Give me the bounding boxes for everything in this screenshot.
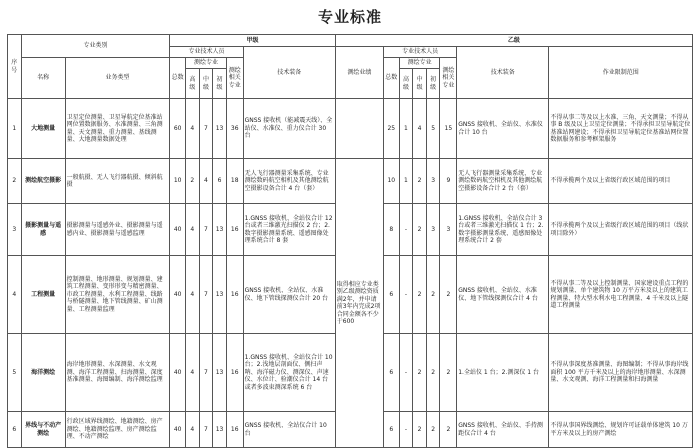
row-b-equip: 无人飞行器测量采集系统、专业测绘数码航空相机及其他测绘航空摄影设备合计 2 台（套）: [457, 159, 549, 204]
row-b-total: 6: [383, 334, 399, 412]
row-name: 界线与不动产测绘: [21, 412, 65, 448]
row-biz: 卫星定位测量、卫星导航定位基准站网位置数据服务、水准测量、三角测量、天文测量、重力测量、基线测量、大地测量数据处理: [65, 99, 170, 159]
row-name: 海洋测绘: [21, 334, 65, 412]
header-staff-b: 专业技术人员: [383, 47, 456, 58]
row-performance: [335, 99, 383, 159]
row-b-middle: 4: [413, 99, 427, 159]
row-name: 测绘航空摄影: [21, 159, 65, 204]
header-junior-b: 初级: [426, 69, 440, 99]
row-a-junior: 13: [213, 204, 227, 256]
header-survey-major-b: 测绘专业: [399, 58, 440, 69]
row-b-junior: 2: [426, 256, 440, 334]
row-b-junior: 2: [426, 334, 440, 412]
row-biz: 一般航摄、无人飞行器航摄、倾斜航摄: [65, 159, 170, 204]
row-b-equip: GNSS 接收机、全站仪、手持测距仪合计 4 台: [457, 412, 549, 448]
row-a-senior: 4: [186, 99, 200, 159]
header-seq: 序号: [8, 35, 22, 99]
row-b-junior: 2: [426, 412, 440, 448]
row-a-senior: 4: [186, 256, 200, 334]
row-limit: 不得从事二等及以上控制测量、国家建设重点工程的规划测量、单个建筑物 10 万平方米及以上的建筑工程测量、特大型水利水电工程测量、4 千米及以上隧道工程测量: [549, 256, 693, 334]
row-a-related: 16: [226, 256, 243, 334]
row-a-middle: 7: [199, 99, 213, 159]
row-b-related: 3: [440, 204, 457, 256]
row-b-senior: -: [399, 204, 413, 256]
row-biz: 行政区域界线测绘、地籍测绘、房产测绘、地籍测绘监理、房产测绘监理、不动产测绘: [65, 412, 170, 448]
header-total-b: 总数: [383, 58, 399, 99]
row-a-total: 10: [170, 159, 186, 204]
row-a-middle: 7: [199, 204, 213, 256]
row-b-junior: 5: [426, 99, 440, 159]
header-grade-b: 乙级: [335, 35, 692, 47]
row-a-equip: 无人飞行器测量采集系统、专业测绘数码航空相机及其他测绘航空摄影设备合计 4 台（套）: [243, 159, 335, 204]
row-a-equip: 1.GNSS 接收机、全站仪合计 10 台；2.浅地层剖面仪、侧扫声呐、海洋磁力仪、测深仪、声速仪、水位计、验潮仪合计 14 台或者多波束测深系统 6 台: [243, 334, 335, 412]
header-junior-a: 初级: [213, 69, 227, 99]
row-biz: 海岸地形测量、水深测量、水文观测、海洋工程测量、扫海测量、深度基准测量、海图编制、海洋测绘监理: [65, 334, 170, 412]
row-b-total: 8: [383, 204, 399, 256]
row-b-equip: GNSS 接收机、全站仪、水准仪、地下管线探测仪合计 4 台: [457, 256, 549, 334]
row-b-senior: 1: [399, 159, 413, 204]
row-seq: 6: [8, 412, 22, 448]
header-equipment-a: 技术装备: [243, 47, 335, 99]
row-a-total: 40: [170, 256, 186, 334]
row-a-junior: 13: [213, 334, 227, 412]
row-b-related: 2: [440, 334, 457, 412]
row-a-senior: 2: [186, 159, 200, 204]
row-a-junior: 13: [213, 99, 227, 159]
row-a-middle: 4: [199, 159, 213, 204]
row-biz: 摄影测量与遥感外业、摄影测量与遥感内业、摄影测量与遥感监理: [65, 204, 170, 256]
row-limit: 不得从事深度基准测量、海图编制；不得从事海岸线面积 100 平方千米及以上的海岸地形测量、水深测量、水文观测、海洋工程测量和扫海测量: [549, 334, 693, 412]
row-a-equip: GNSS 接收机（能减震天线）、全站仪、水准仪、重力仪合计 30 台: [243, 99, 335, 159]
row-a-senior: 4: [186, 412, 200, 448]
row-a-related: 18: [226, 159, 243, 204]
header-biz-type: 业务类型: [65, 58, 170, 99]
row-a-middle: 7: [199, 412, 213, 448]
row-a-related: 16: [226, 204, 243, 256]
header-staff-a: 专业技术人员: [170, 47, 243, 58]
header-senior-a: 高级: [186, 69, 200, 99]
row-a-junior: 6: [213, 159, 227, 204]
row-b-equip: 1.全站仪 1 台；2.测深仪 1 台: [457, 334, 549, 412]
row-name: 大地测量: [21, 99, 65, 159]
row-seq: 1: [8, 99, 22, 159]
row-b-senior: -: [399, 412, 413, 448]
performance-requirement: 取得相应专业类别乙级测绘资质满2年，并申请前3年内完成2项合同金额各不少于600: [335, 159, 383, 448]
row-a-senior: 4: [186, 204, 200, 256]
row-b-middle: 2: [413, 334, 427, 412]
row-b-related: 15: [440, 99, 457, 159]
row-b-middle: 2: [413, 256, 427, 334]
row-seq: 4: [8, 256, 22, 334]
header-performance: 测绘业绩: [335, 47, 383, 99]
page-title: 专业标准: [317, 8, 382, 26]
row-a-total: 40: [170, 334, 186, 412]
header-work-limit: 作业限制范围: [549, 47, 693, 99]
row-b-middle: 2: [413, 159, 427, 204]
header-grade-a: 甲级: [170, 35, 335, 47]
row-limit: 不得承揽两个及以上省级行政区域范围的项目: [549, 159, 693, 204]
header-survey-major-a: 测绘专业: [186, 58, 227, 69]
row-b-senior: -: [399, 334, 413, 412]
row-a-senior: 4: [186, 334, 200, 412]
row-a-equip: 1.GNSS 接收机、全站仪合计 12 台或者三维激光扫描仪 2 台；2.数字摄影测量系统、遥感图像处理系统合计 8 套: [243, 204, 335, 256]
header-equipment-b: 技术装备: [457, 47, 549, 99]
row-b-senior: -: [399, 256, 413, 334]
row-biz: 控制测量、地形测量、规划测量、建筑工程测量、变形形变与精密测量、市政工程测量、水利工程测量、线路与桥隧测量、地下管线测量、矿山测量、工程测量监理: [65, 256, 170, 334]
row-name: 工程测量: [21, 256, 65, 334]
table-row: [8, 159, 693, 204]
row-b-total: 6: [383, 256, 399, 334]
row-name: 摄影测量与遥感: [21, 204, 65, 256]
header-total-a: 总数: [170, 58, 186, 99]
table-row: [8, 99, 693, 159]
row-b-middle: 2: [413, 412, 427, 448]
row-a-related: 36: [226, 99, 243, 159]
row-a-total: 60: [170, 99, 186, 159]
row-b-related: 2: [440, 256, 457, 334]
row-a-junior: 13: [213, 412, 227, 448]
row-seq: 3: [8, 204, 22, 256]
row-b-middle: 2: [413, 204, 427, 256]
header-senior-b: 高级: [399, 69, 413, 99]
row-b-related: 2: [440, 412, 457, 448]
row-b-total: 6: [383, 412, 399, 448]
row-b-junior: 3: [426, 204, 440, 256]
row-a-total: 40: [170, 204, 186, 256]
standards-table: [7, 34, 693, 448]
row-b-total: 10: [383, 159, 399, 204]
header-related-a: 测绘相关专业: [226, 58, 243, 99]
row-limit: 不得从事国界线测绘、规划许可证载单体建筑 10 万平方米及以上的房产测绘: [549, 412, 693, 448]
row-b-senior: 1: [399, 99, 413, 159]
row-b-junior: 3: [426, 159, 440, 204]
row-a-middle: 7: [199, 256, 213, 334]
row-limit: 不得承揽两个及以上省级行政区域范围的项目（线状项目除外）: [549, 204, 693, 256]
row-seq: 2: [8, 159, 22, 204]
header-middle-b: 中级: [413, 69, 427, 99]
row-a-related: 16: [226, 334, 243, 412]
row-a-total: 40: [170, 412, 186, 448]
row-b-total: 25: [383, 99, 399, 159]
row-a-equip: GNSS 接收机、全站仪合计 10 台: [243, 412, 335, 448]
header-name: 名称: [21, 58, 65, 99]
row-b-related: 9: [440, 159, 457, 204]
row-b-equip: GNSS 接收机、全站仪、水准仪合计 10 台: [457, 99, 549, 159]
header-middle-a: 中级: [199, 69, 213, 99]
row-a-middle: 7: [199, 334, 213, 412]
header-category: 专业类别: [21, 35, 170, 58]
row-a-junior: 13: [213, 256, 227, 334]
row-a-related: 16: [226, 412, 243, 448]
row-seq: 5: [8, 334, 22, 412]
row-limit: 不得从事二等及以上水准、三角、天文测量；不得从事 B 级及以上卫星定位测量；不得承担卫星导航定位基准站网建设；不得承担卫星导航定位基准站网位置数据服务和参考框架服务: [549, 99, 693, 159]
row-a-equip: GNSS 接收机、全站仪、水准仪、地下管线探测仪合计 20 台: [243, 256, 335, 334]
row-b-equip: 1.GNSS 接收机、全站仪合计 3 台或者三维激光扫描仪 1 台；2.数字摄影测量系统、遥感图像处理系统合计 2 套: [457, 204, 549, 256]
header-related-b: 测绘相关专业: [440, 58, 457, 99]
